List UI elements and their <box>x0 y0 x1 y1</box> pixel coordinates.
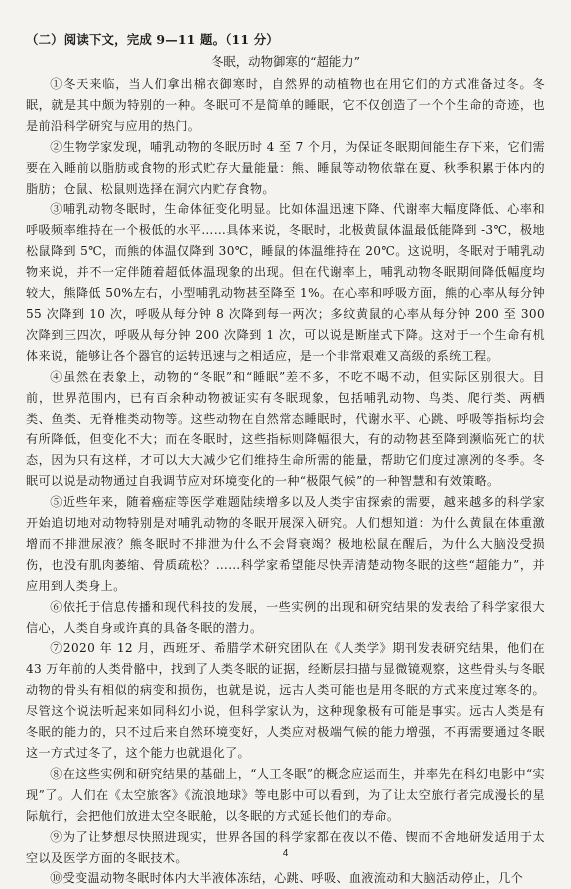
paragraph-3: ③哺乳动物冬眠时，生命体征变化明显。比如体温迅速下降、代谢率大幅度降低、心率和呼吸频率维持在一个极低的水平……具体来说，冬眠时，北极黄鼠体温最低能降到 -3℃，极地松鼠降到 5℃，而熊的体温仅降到 30℃，睡鼠的体温维持在 20℃。这说明，冬眠对于哺乳动物来说，并不一定伴随着超低体温现象的出现。但在代谢率上，哺乳动物冬眠期间降低幅度均较大，熊降低 50%左右，小型哺乳动物甚至降至 1%。在心率和呼吸方面，熊的心率从每分钟 55 次降到 10 次，呼吸从每分钟 8 次降到每一两次；多纹黄鼠的心率从每分钟 200 至 300 次降到三四次，呼吸从每分钟 200 次降到 1 次，可以说是断崖式下降。这对于一个生命有机体来说，能够让各个器官的运转迅速与之相适应，是一个非常艰难又高级的系统工程。 <box>26 202 545 363</box>
paragraph-9: ⑨为了让梦想尽快照进现实，世界各国的科学家都在夜以不倦、锲而不舍地研发适用于太空以及医学方面的冬眠技术。 <box>26 829 545 865</box>
paragraph-7: ⑦2020 年 12 月，西班牙、希腊学术研究团队在《人类学》期刊发表研究结果，他们在 43 万年前的人类骨骼中，找到了人类冬眠的证据，经断层扫描与显微镜观察，这些骨头与冬眠动物的骨头有相似的病变和损伤，也就是说，远古人类可能也是用冬眠的方式来度过寒冬的。尽管这个说法听起来如同科幻小说，但科学家认为，这种现象极有可能是事实。远古人类是有冬眠的能力的，只不过后来自然环境变好，人类应对极端气候的能力增强，不再需要通过冬眠这一方式过冬了，这个能力也就退化了。 <box>26 641 545 760</box>
page-number: 4 <box>282 848 289 859</box>
article-title: 冬眠，动物御寒的“超能力” <box>211 54 360 69</box>
paragraph-4: ④虽然在表象上，动物的“冬眠”和“睡眠”差不多，不吃不喝不动，但实际区别很大。目前，世界范围内，已有百余种动物被证实有冬眠现象，包括哺乳动物、鸟类、爬行类、两栖类、鱼类、无脊椎类动物等。这些动物在自然常态睡眠时，代谢水平、心跳、呼吸等指标均会有所降低，但变化不大；而在冬眠时，这些指标则降幅很大，有的动物甚至降到濒临死亡的状态，因为只有这样，才可以大大减少它们维持生命所需的能量，帮助它们度过凛冽的冬季。冬眠可以说是动物通过自我调节应对环境变化的一种“极限气候”的一种智慧和有效策略。 <box>26 369 545 489</box>
paragraph-10: ⑩受变温动物冬眠时体内大半液体冻结，心跳、呼吸、血液流动和大脑活动停止，几个 <box>50 871 524 886</box>
paragraph-5: ⑤近些年来，随着癌症等医学难题陆续增多以及人类宇宙探索的需要，越来越多的科学家开始追切地对动物特别是对哺乳动物的冬眠开展深入研究。人们想知道：为什么黄鼠在体重激增而不排泄尿液？熊冬眠时不排泄为什么不会肾衰竭？极地松鼠在醒后，为什么大脑没受损伤，也没有肌肉萎缩、骨质疏松？……科学家希望能尽快弄清楚动物冬眠的这些“超能力”，并应用到人类身上。 <box>26 495 545 593</box>
paragraph-2: ②生物学家发现，哺乳动物的冬眠历时 4 至 7 个月，为保证冬眠期间能生存下来，它们需要在入睡前以脂肪或食物的形式贮存大量能量：熊、睡鼠等动物依靠在夏、秋季积累于体内的脂肪；仓鼠、松鼠则选择在洞穴内贮存食物。 <box>26 139 545 196</box>
section-header: （二）阅读下文，完成 9—11 题。（11 分） <box>26 32 279 47</box>
paragraph-8: ⑧在这些实例和研究结果的基础上，“人工冬眠”的概念应运而生，并率先在科幻电影中“实现”了。人们在《太空旅客》《流浪地球》等电影中可以看到，为了让太空旅行者完成漫长的星际航行，会把他们放进太空冬眠舱，以冬眠的方式延长他们的寿命。 <box>26 766 545 823</box>
paragraph-6: ⑥依托于信息传播和现代科技的发展，一些实例的出现和研究结果的发表给了科学家很大信心，人类自身或许真的具备冬眠的潜力。 <box>26 599 545 635</box>
paragraph-1: ①冬天来临，当人们拿出棉衣御寒时，自然界的动植物也在用它们的方式准备过冬。冬眠，就是其中颇为特别的一种。冬眠可不是简单的睡眠，它不仅创造了一个个生命的奇迹，也是前沿科学研究与应用的热门。 <box>26 77 545 133</box>
